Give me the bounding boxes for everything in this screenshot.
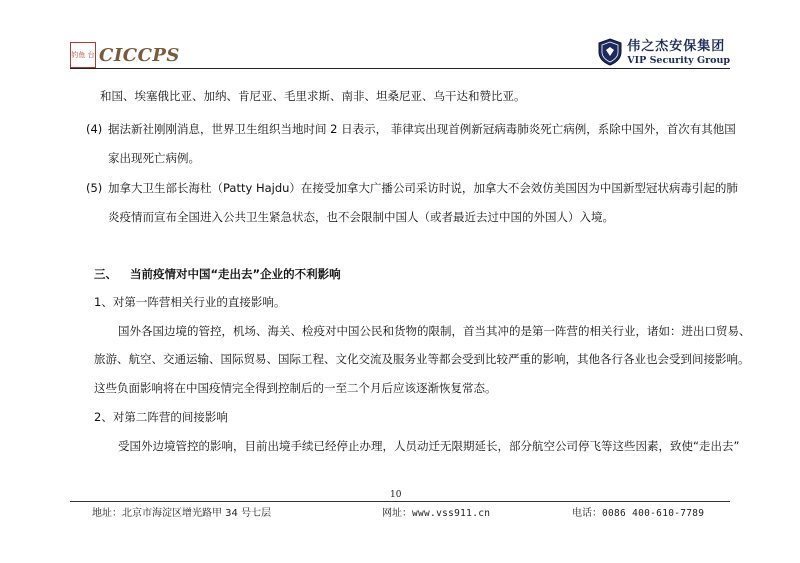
ciccps-logo-text: CICCPS	[99, 44, 180, 66]
phone-value: 0086 400-610-7789	[602, 508, 705, 519]
subsection-2-title: 2、对第二阵营的间接影响	[94, 410, 228, 424]
seal-icon: 钓鱼 台	[70, 42, 96, 68]
ciccps-logo	[70, 42, 180, 68]
list-number-5: (5)	[86, 181, 103, 195]
page-number: 10	[390, 490, 402, 500]
website-label: 网址：	[382, 508, 412, 519]
section-number: 三、	[94, 267, 117, 281]
footer-phone	[572, 504, 704, 519]
brand-name-cn: 伟之杰安保集团	[627, 38, 726, 54]
footer-website	[382, 504, 490, 519]
paragraph-continuation: 和国、埃塞俄比亚、加纳、肯尼亚、毛里求斯、南非、坦桑尼亚、乌干达和赞比亚。	[100, 89, 526, 103]
brand-name-en: VIP Security Group	[627, 54, 730, 66]
address-label: 地址：	[92, 508, 122, 519]
footer-address	[92, 504, 271, 519]
phone-label: 电话：	[572, 508, 602, 519]
list-item-5-line1: 加拿大卫生部长海杜（Patty Hajdu）在接受加拿大广播公司采访时说，加拿大不会效仿美国因为中国新型冠状病毒引起的肺	[108, 181, 738, 195]
section-title: 当前疫情对中国“走出去”企业的不利影响	[130, 267, 341, 281]
subsection-1-title: 1、对第一阵营相关行业的直接影响。	[94, 295, 286, 309]
list-item-4-line2: 家出现死亡病例。	[108, 151, 200, 165]
subsection-1-line2: 旅游、航空、交通运输、国际贸易、国际工程、文化交流及服务业等都会受到比较严重的影响，其他各行各业也会受到间接影响。	[94, 352, 750, 366]
subsection-1-line3: 这些负面影响将在中国疫情完全得到控制后的一至二个月后应该逐渐恢复常态。	[94, 381, 497, 395]
footer-divider	[70, 501, 730, 502]
subsection-1-line1: 国外各国边境的管控，机场、海关、检疫对中国公民和货物的限制，首当其冲的是第一阵营的相关行业，诸如：进出口贸易、	[118, 324, 751, 338]
address-value: 北京市海淀区增光路甲 34 号七层	[122, 508, 272, 519]
vip-security-logo	[597, 38, 730, 66]
list-number-4: (4)	[86, 122, 103, 136]
shield-emblem-icon	[597, 38, 623, 66]
header-divider	[70, 68, 730, 69]
website-link[interactable]: www.vss911.cn	[412, 508, 491, 519]
subsection-2-line1: 受国外边境管控的影响，目前出境手续已经停止办理，人员动迁无限期延长，部分航空公司停飞等这些因素，致使“走出去”	[118, 439, 740, 453]
page-header	[0, 0, 800, 80]
list-item-4-line1: 据法新社刚刚消息，世界卫生组织当地时间 2 日表示， 菲律宾出现首例新冠病毒肺炎死亡病例，系除中国外，首次有其他国	[108, 122, 736, 136]
list-item-5-line2: 炎疫情而宣布全国进入公共卫生紧急状态，也不会限制中国人（或者最近去过中国的外国人）入境。	[108, 210, 614, 224]
